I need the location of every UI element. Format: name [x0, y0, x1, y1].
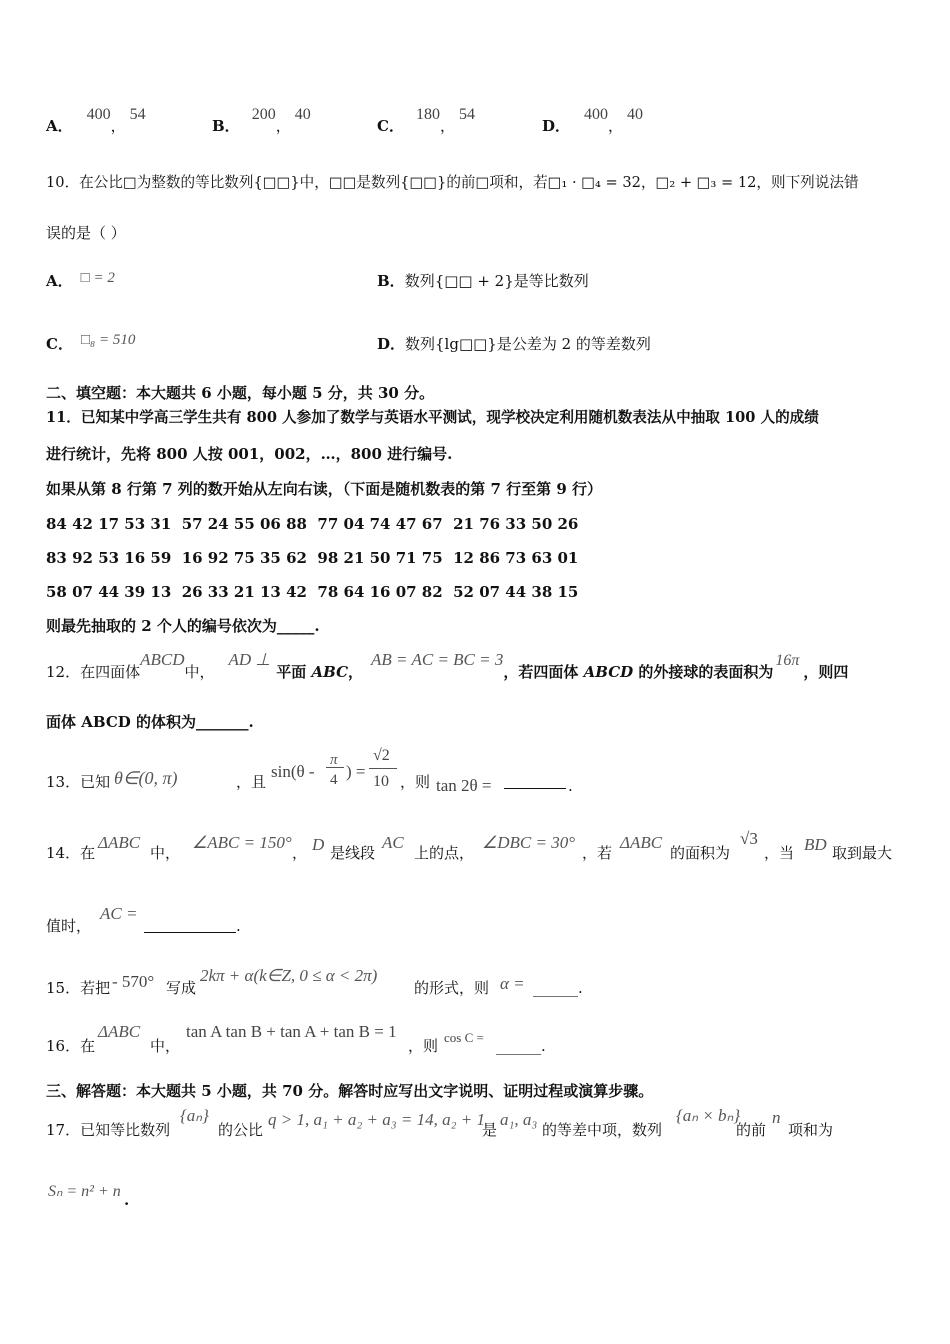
- q12-line2: 面体 ABCD 的体积为_______.: [46, 713, 254, 731]
- q10-stem-line2: 误的是（ ）: [46, 224, 126, 242]
- q11-line2: 进行统计，先将 800 人按 001，002，…，800 进行编号.: [46, 445, 453, 463]
- q11-line3: 如果从第 8 行第 7 列的数开始从左向右读，（下面是随机数表的第 7 行至第 9 行）: [46, 480, 603, 498]
- q11-question: 则最先抽取的 2 个人的编号依次为_____.: [46, 617, 320, 635]
- q11-line1: 11．已知某中学高三学生共有 800 人参加了数学与英语水平测试，现学校决定利用随机数表法从中抽取 100 人的成绩: [46, 409, 819, 426]
- q10-option-b: B．数列{□□ + 2}是等比数列: [377, 272, 589, 290]
- q10-stem-line1: 10．在公比□为整数的等比数列{□□}中，□□是数列{□□}的前□项和，若□₁ · □₄ = 32，□₂ + □₃ = 12，则下列说法错: [46, 174, 859, 191]
- random-table-row-7: 84 42 17 53 31 57 24 55 06 88 77 04 74 47 67 21 76 33 50 26: [46, 515, 579, 533]
- exam-page: A．400，54 B．200，40 C．180，54 D．400，40 10．在公比□为整数的等比数列{□□}中，□□是数列{□□}的前□项和，若□₁ · □₄ = 32，□₂ + □₃ = 12，则下列说法错 误的是（ ） A． □ = 2 B．数列{□□ + 2}是等比数列 C． □₈ = 510 D．数列{lg□□}是公差为 2 的等差数列 二、填空题：本大题共 6 小题，每小题 5 分，共 30 分。 11．已知某中学高三学生共有 800 人参加了数学与英语水平测试，现学校决定利用随机数表法从中抽取 100 人的成绩 进行统计，先将 800 人按 001，002，…，800 进行编号. 如果从第 8 行第 7 列的数开始从左向右读，（下面是随机数表的第 7 行至第 9 行） 84 42 17 53 31 57 24 55 06 88 77 04 74 47 67 21 76 33 50 26 83 92 53 16 59 16 92 75 35 62 98 21 50 71 75 12 86 73 63 01 58 07 44 39 13 26 33 21 13 42 78 64 16 07 82 52 07 44 38 15 则最先抽取的 2 个人的编号依次为_____. 12．在四面体ABCD中，AD ⊥平面 ABC，AB = AC = BC = 3，若四面体 ABCD 的外接球的表面积为16π，则四 面体 ABCD 的体积为_______. 13．已知 θ∈(0, π) ，且 sin(θ - π 4 ) = √2 10 ，则 tan 2θ = . 14．在 ΔABC 中， ∠ABC = 150° ， D 是线段 AC 上的点， ∠DBC = 30° ，若 ΔABC 的面积为 √3 ，当 BD 取到最大 值时， AC = . 15．若把 - 570° 写成 2kπ + α(k∈Z, 0 ≤ α < 2π) 的形式，则 α = ______. 16．在 ΔABC 中， tan A tan B + tan A + tan B = 1 ，则 cos C = ______. 三、解答题：本大题共 5 小题，共 70 分。解答时应写出文字说明、证明过程或演算步骤。 17．已知等比数列 {aₙ} 的公比 q > 1, a₁ + a₂ + a₃ = 14, a₂ + 1 是 a₁, a₃ 的等差中项，数列 {aₙ × bₙ} 的前 n 项和为 Sₙ = n² + n .: [0, 0, 950, 1344]
- q10-option-c: C． □₈ = 510: [46, 332, 136, 353]
- random-table-row-9: 58 07 44 39 13 26 33 21 13 42 78 64 16 07 82 52 07 44 38 15: [46, 583, 579, 601]
- q9-option-a: A．400，54: [46, 106, 146, 135]
- section-3-heading: 三、解答题：本大题共 5 小题，共 70 分。解答时应写出文字说明、证明过程或演算步骤。: [46, 1082, 654, 1100]
- q12-line1: 12．在四面体ABCD中，AD ⊥平面 ABC，AB = AC = BC = 3，若四面体 ABCD 的外接球的表面积为16π，则四: [46, 650, 849, 681]
- q14-answer-blank[interactable]: [144, 918, 236, 933]
- q9-option-b: B．200，40: [212, 106, 311, 135]
- q10-option-a: A． □ = 2: [46, 270, 115, 290]
- random-table-row-8: 83 92 53 16 59 16 92 75 35 62 98 21 50 71 75 12 86 73 63 01: [46, 549, 579, 567]
- q10-option-d: D．数列{lg□□}是公差为 2 的等差数列: [377, 335, 651, 353]
- section-2-heading: 二、填空题：本大题共 6 小题，每小题 5 分，共 30 分。: [46, 384, 435, 402]
- q9-option-d: D．400，40: [542, 106, 644, 135]
- q13-answer-blank[interactable]: [504, 774, 566, 789]
- q9-option-c: C．180，54: [377, 106, 475, 135]
